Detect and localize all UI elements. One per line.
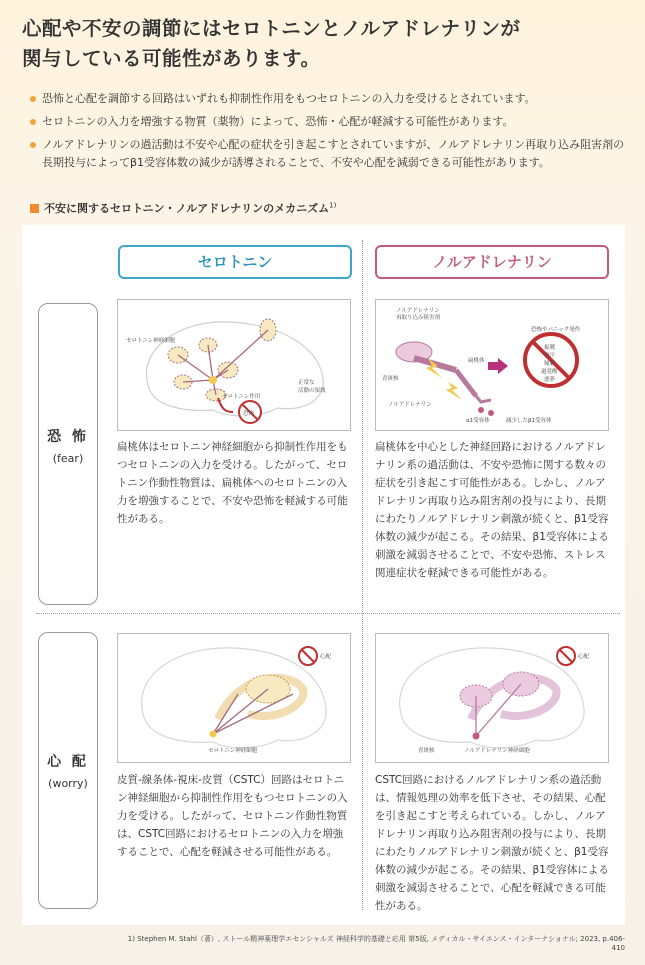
serotonin-column-header: セロトニン <box>118 245 352 279</box>
column-divider <box>362 240 363 910</box>
fear-nor-symptom-2: 発汗 <box>544 353 556 359</box>
worry-nor-neuron-label: ノルアドレナリン神経細胞 <box>464 748 530 754</box>
fear-nor-locus-label: 青斑核 <box>382 376 399 382</box>
section-heading-text: 不安に関するセロトニン・ノルアドレナリンのメカニズム <box>44 202 330 215</box>
reference-footnote: 1) Stephen M. Stahl（著）, ストール精神薬理学エセンシャルズ 神経科学的基礎と応用 第5版, メディカル・サイエンス・インターナショナル; 2023, p.406-410 <box>127 935 625 952</box>
fear-nor-receptor-label: α1受容体 <box>466 418 490 424</box>
bullet-dot-icon <box>30 119 36 125</box>
fear-noradrenaline-description: 扁桃体を中心とした神経回路におけるノルアドレナリン系の過活動は、不安や恐怖に関する数々の症状を引き起こす可能性がある。しかし、ノルアドレナリン再取り込み阻害剤の投与により、長期にわたりノルアドレナリン刺激が続くと、β1受容体数の減少が起こる。その結果、β1受容体による刺激を減弱させることで、不安や恐怖、ストレス関連症状を軽減できる可能性がある。 <box>375 441 609 579</box>
section-heading-ref: 1) <box>329 201 337 210</box>
bullet-dot-icon <box>30 142 36 148</box>
worry-serotonin-description: 皮質‐線条体‐視床‐皮質（CSTC）回路はセロトニン神経細胞から抑制性作用をもつセロトニンの入力を受ける。したがって、セロトニン作動性物質は、CSTC回路におけるセロトニンの入力を増強することで、心配を軽減させる可能性がある。 <box>117 774 348 858</box>
section-heading <box>30 200 336 216</box>
bullet-list <box>30 90 630 177</box>
fear-nor-symptom-5: 悪夢 <box>544 377 556 383</box>
fear-nor-amygdala-label: 扁桃体 <box>468 358 485 364</box>
bullet-item <box>30 90 630 108</box>
brain-serotonin-fear-illustration <box>118 300 350 430</box>
bullet-text: ノルアドレナリンの過活動は不安や心配の症状を引き起こすとされていますが、ノルアドレナリン再取り込み阻害剤の長期投与によってβ1受容体数の減少が誘導されることで、不安や心配を減弱できる可能性があります。 <box>42 138 625 169</box>
brain-serotonin-worry-illustration <box>118 634 350 762</box>
bullet-item <box>30 113 630 131</box>
fear-label-jp: 恐 怖 <box>47 429 89 445</box>
title-line-1: 心配や不安の調節にはセロトニンとノルアドレナリンが <box>22 17 521 40</box>
bullet-dot-icon <box>30 96 36 102</box>
fear-ser-normal-label-1: 正常な <box>298 380 315 386</box>
fear-label-en: (fear) <box>52 452 84 465</box>
fear-nor-ndri-label-2: 再取り込み阻害剤 <box>396 315 441 321</box>
fear-ser-action-label: セロトニン作用 <box>222 394 261 400</box>
worry-serotonin-figure <box>117 633 351 763</box>
fear-nor-na-label: ノルアドレナリン <box>388 402 432 408</box>
worry-ser-neuron-label: セロトニン神経細胞 <box>208 748 258 754</box>
fear-nor-symptom-3: 頻脈 <box>544 361 556 367</box>
worry-nor-worry-label: 心配 <box>578 654 590 660</box>
page-title <box>22 14 622 74</box>
fear-nor-symptom-4: 過覚醒 <box>541 369 558 375</box>
fear-nor-ndri-label-1: ノルアドレナリン <box>396 308 440 314</box>
bullet-item <box>30 136 630 172</box>
worry-noradrenaline-figure <box>375 633 609 763</box>
row-divider <box>36 613 620 614</box>
worry-noradrenaline-description: CSTC回路におけるノルアドレナリン系の過活動は、情報処理の効率を低下させ、その結果、心配を引き起こすと考えられている。しかし、ノルアドレナリン再取り込み阻害剤の投与により、長期にわたりノルアドレナリン刺激が続くと、β1受容体数の減少が起こる。その結果、β1受容体による刺激を減弱させることで、心配を軽減できる可能性がある。 <box>375 774 609 912</box>
fear-ser-fear-label: 恐怖 <box>243 411 255 417</box>
worry-row-label <box>38 632 98 909</box>
bullet-text: 恐怖と心配を調節する回路はいずれも抑制性作用をもつセロトニンの入力を受けるとされています。 <box>42 92 536 105</box>
worry-label-jp: 心 配 <box>47 754 89 770</box>
noradrenaline-column-header: ノルアドレナリン <box>375 245 609 279</box>
fear-ser-neuron-label: セロトニン神経細胞 <box>126 338 176 344</box>
brain-noradrenaline-worry-illustration <box>376 634 608 762</box>
worry-ser-worry-label: 心配 <box>320 654 332 660</box>
worry-label-en: (worry) <box>48 777 88 790</box>
fear-ser-normal-label-2: 活動の領域 <box>298 388 326 394</box>
title-line-2: 関与している可能性があります。 <box>22 47 321 70</box>
fear-nor-symptom-title: 恐怖やパニック発作 <box>531 327 581 333</box>
fear-nor-decrease-label: 減少したβ1受容体 <box>506 418 552 424</box>
fear-serotonin-description: 扁桃体はセロトニン神経細胞から抑制性作用をもつセロトニンの入力を受ける。したがって、セロトニン作動性物質は、扁桃体へのセロトニンの入力を増強することで、不安や恐怖を軽減する可能性がある。 <box>117 441 348 525</box>
square-marker-icon <box>30 204 39 213</box>
fear-noradrenaline-figure <box>375 299 609 431</box>
fear-row-label <box>38 303 98 605</box>
worry-nor-locus-label: 青斑核 <box>418 748 435 754</box>
fear-serotonin-figure <box>117 299 351 431</box>
fear-nor-symptom-1: 振戦 <box>544 345 556 351</box>
bullet-text: セロトニンの入力を増強する物質（薬物）によって、恐怖・心配が軽減する可能性があります。 <box>42 115 514 128</box>
